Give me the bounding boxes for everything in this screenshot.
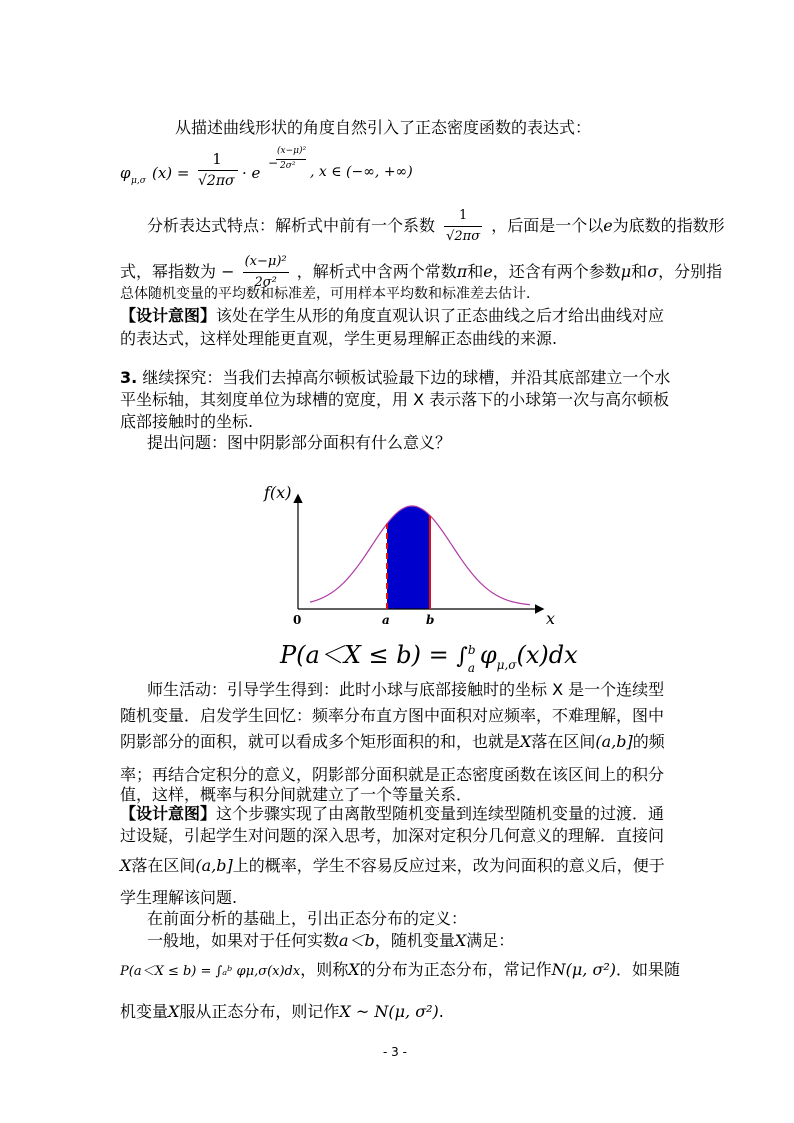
symbol-sigma: σ: [647, 262, 659, 281]
section-number: 3.: [120, 368, 138, 387]
definition-intro: 在前面分析的基础上，引出正态分布的定义：: [147, 909, 468, 928]
exponent-text-b: ，解析式中含两个常数: [296, 262, 457, 281]
x-axis-label: x: [546, 609, 556, 628]
big-formula-int: ∫: [456, 644, 468, 669]
formula-exp-num: (x−μ)²: [277, 146, 307, 156]
definition-text-g: 机变量: [120, 1002, 169, 1021]
design-intent-2-line-2: 过设疑，引起学生对问题的深入思考，加深对定积分几何意义的理解．直接问: [120, 826, 665, 845]
a-label: a: [382, 613, 390, 627]
formula-lhs-arg: (x) =: [152, 164, 190, 182]
symbol-e: e: [603, 216, 613, 235]
big-formula-sub: μ,σ: [496, 657, 517, 672]
activity-line-3: [120, 732, 665, 752]
exponent-text-a: 式，幂指数为: [120, 262, 217, 281]
big-formula-upper: b: [467, 643, 476, 657]
exponent-num: (x−μ)²: [243, 252, 289, 273]
symbol-e-2: e: [483, 262, 493, 281]
interval-ab-2: (a,b]: [195, 856, 233, 875]
definition-line-2: [120, 960, 680, 982]
probability-integral-formula: [280, 640, 578, 675]
y-axis-label: f(x): [264, 483, 292, 502]
exponent-sign: −: [221, 262, 235, 281]
analysis-text-a: 分析表达式特点：解析式中前有一个系数: [147, 216, 436, 235]
definition-line-3: [120, 1002, 444, 1022]
definition-text-h: 服从正态分布，则记作: [179, 1002, 340, 1021]
activity-text-c: 的频: [632, 732, 665, 751]
origin-label: 0: [293, 613, 302, 627]
shaded-area: [387, 506, 430, 609]
big-formula-P: P: [280, 641, 297, 669]
formula-lhs: φ: [120, 164, 131, 182]
definition-text-c: 满足：: [466, 931, 515, 950]
normal-curve-figure: [260, 478, 560, 630]
formula-exp-sign: −: [268, 156, 279, 170]
definition-text-a: 一般地，如果对于任何实数: [147, 931, 340, 950]
symbol-pi: π: [456, 262, 468, 281]
design-intent-tag: 【设计意图】: [120, 306, 217, 325]
normal-notation-2: X ~ N(μ, σ²): [339, 1002, 439, 1021]
analysis-line-3: 总体随机变量的平均数和标准差，可用样本平均数和标准差去估计．: [120, 286, 540, 302]
definition-text-b: ，随机变量: [374, 931, 455, 950]
section-text: 继续探究：当我们去掉高尔顿板试验最下边的球槽，并沿其底部建立一个水: [142, 368, 671, 387]
design-intent-text: 该处在学生从形的角度直观认识了正态曲线之后才给出曲线对应: [216, 306, 665, 325]
activity-line-4: 率；再结合定积分的意义，阴影部分面积就是正态密度函数在该区间上的积分: [120, 765, 665, 784]
formula-den: √2πσ: [198, 173, 235, 189]
coefficient-fraction: [444, 206, 482, 247]
design-intent-2-line-4: 学生理解该问题.: [120, 888, 238, 907]
definition-text-f: ．如果随: [616, 960, 681, 979]
section-3-line-2: 平坐标轴，其刻度单位为球槽的宽度，用 X 表示落下的小球第一次与高尔顿板: [120, 390, 670, 409]
exponent-text-e: 和: [631, 262, 648, 281]
symbol-X-5: X: [168, 1002, 180, 1021]
activity-line-5: 值，这样，概率与积分间就建立了一个等量关系．: [120, 785, 473, 804]
symbol-mu: μ: [620, 262, 632, 281]
design-intent-1: [120, 306, 664, 326]
formula-lhs-sub: μ,σ: [131, 176, 146, 186]
symbol-X: X: [520, 732, 532, 751]
intro-text: 从描述曲线形状的角度自然引入了正态密度函数的表达式：: [175, 118, 592, 137]
definition-text-i: .: [438, 1002, 444, 1021]
design-intent-2-line-3: [120, 856, 665, 876]
formula-exp-bar: [276, 159, 306, 160]
big-formula-phi: φ: [479, 641, 497, 669]
design-intent-2: [120, 804, 664, 824]
question-text: 提出问题：图中阴影部分面积有什么意义？: [147, 433, 452, 452]
exponent-text-f: ，分别指: [658, 262, 723, 281]
big-formula-lower: a: [467, 661, 475, 675]
section-3-line-1: [120, 368, 670, 388]
big-formula-inner: (a＜X ≤ b) =: [296, 641, 457, 669]
definition-line-1: [147, 931, 514, 951]
formula-exp-den: 2σ²: [280, 161, 296, 171]
coefficient-den: √2πσ: [446, 229, 481, 244]
definition-text-d: ，则称: [300, 960, 349, 979]
symbol-X-2: X: [120, 856, 132, 875]
interval-ab: (a,b]: [595, 732, 633, 751]
coefficient-num: 1: [444, 206, 482, 227]
formula-e: · e: [242, 164, 261, 182]
inequality-ab: a＜b: [339, 931, 375, 950]
design-intent-2-text: 这个步骤实现了由离散型随机变量到连续型随机变量的过渡．通: [216, 804, 665, 823]
definition-formula: P(a＜X ≤ b) = ∫ₐᵇ φμ,σ(x)dx: [120, 964, 301, 979]
analysis-line-1: [147, 206, 725, 247]
section-3-line-3: 底部接触时的坐标.: [120, 412, 254, 431]
density-formula: [120, 146, 413, 194]
definition-text-e: 的分布为正态分布，常记作: [359, 960, 552, 979]
exponent-text-d: ，还含有两个参数: [492, 262, 621, 281]
symbol-X-3: X: [454, 931, 467, 950]
design-intent-1-cont: 的表达式，这样处理能更直观，学生更易理解正态曲线的来源.: [120, 329, 558, 348]
formula-fraction-bar: [198, 170, 238, 171]
analysis-text-b: ，后面是一个以: [491, 216, 604, 235]
formula-domain: , x ∈ (−∞, +∞): [310, 164, 413, 180]
b-label: b: [426, 613, 435, 627]
exponent-den: 2σ²: [254, 275, 277, 290]
normal-notation: N(μ, σ²): [551, 960, 617, 979]
activity-text-a: 阴影部分的面积，就可以看成多个矩形面积的和，也就是: [120, 732, 521, 751]
symbol-X-4: X: [348, 960, 360, 979]
activity-line-1: 师生活动：引导学生得到：此时小球与底部接触时的坐标 X 是一个连续型: [147, 680, 665, 699]
page-number: - 3 -: [383, 1045, 407, 1059]
formula-num: 1: [212, 150, 222, 168]
activity-line-2: 随机变量．启发学生回忆：频率分布直方图中面积对应频率，不难理解，图中: [120, 706, 665, 725]
analysis-text-c: 为底数的指数形: [612, 216, 725, 235]
big-formula-tail: (x)dx: [516, 641, 578, 669]
activity-text-b: 落在区间: [531, 732, 596, 751]
design-intent-2-text-c2: 上的概率，学生不容易反应过来，改为问面积的意义后，便于: [232, 856, 665, 875]
exponent-text-c: 和: [467, 262, 484, 281]
design-intent-2-text-c: 落在区间: [131, 856, 196, 875]
design-intent-2-tag: 【设计意图】: [120, 804, 217, 823]
